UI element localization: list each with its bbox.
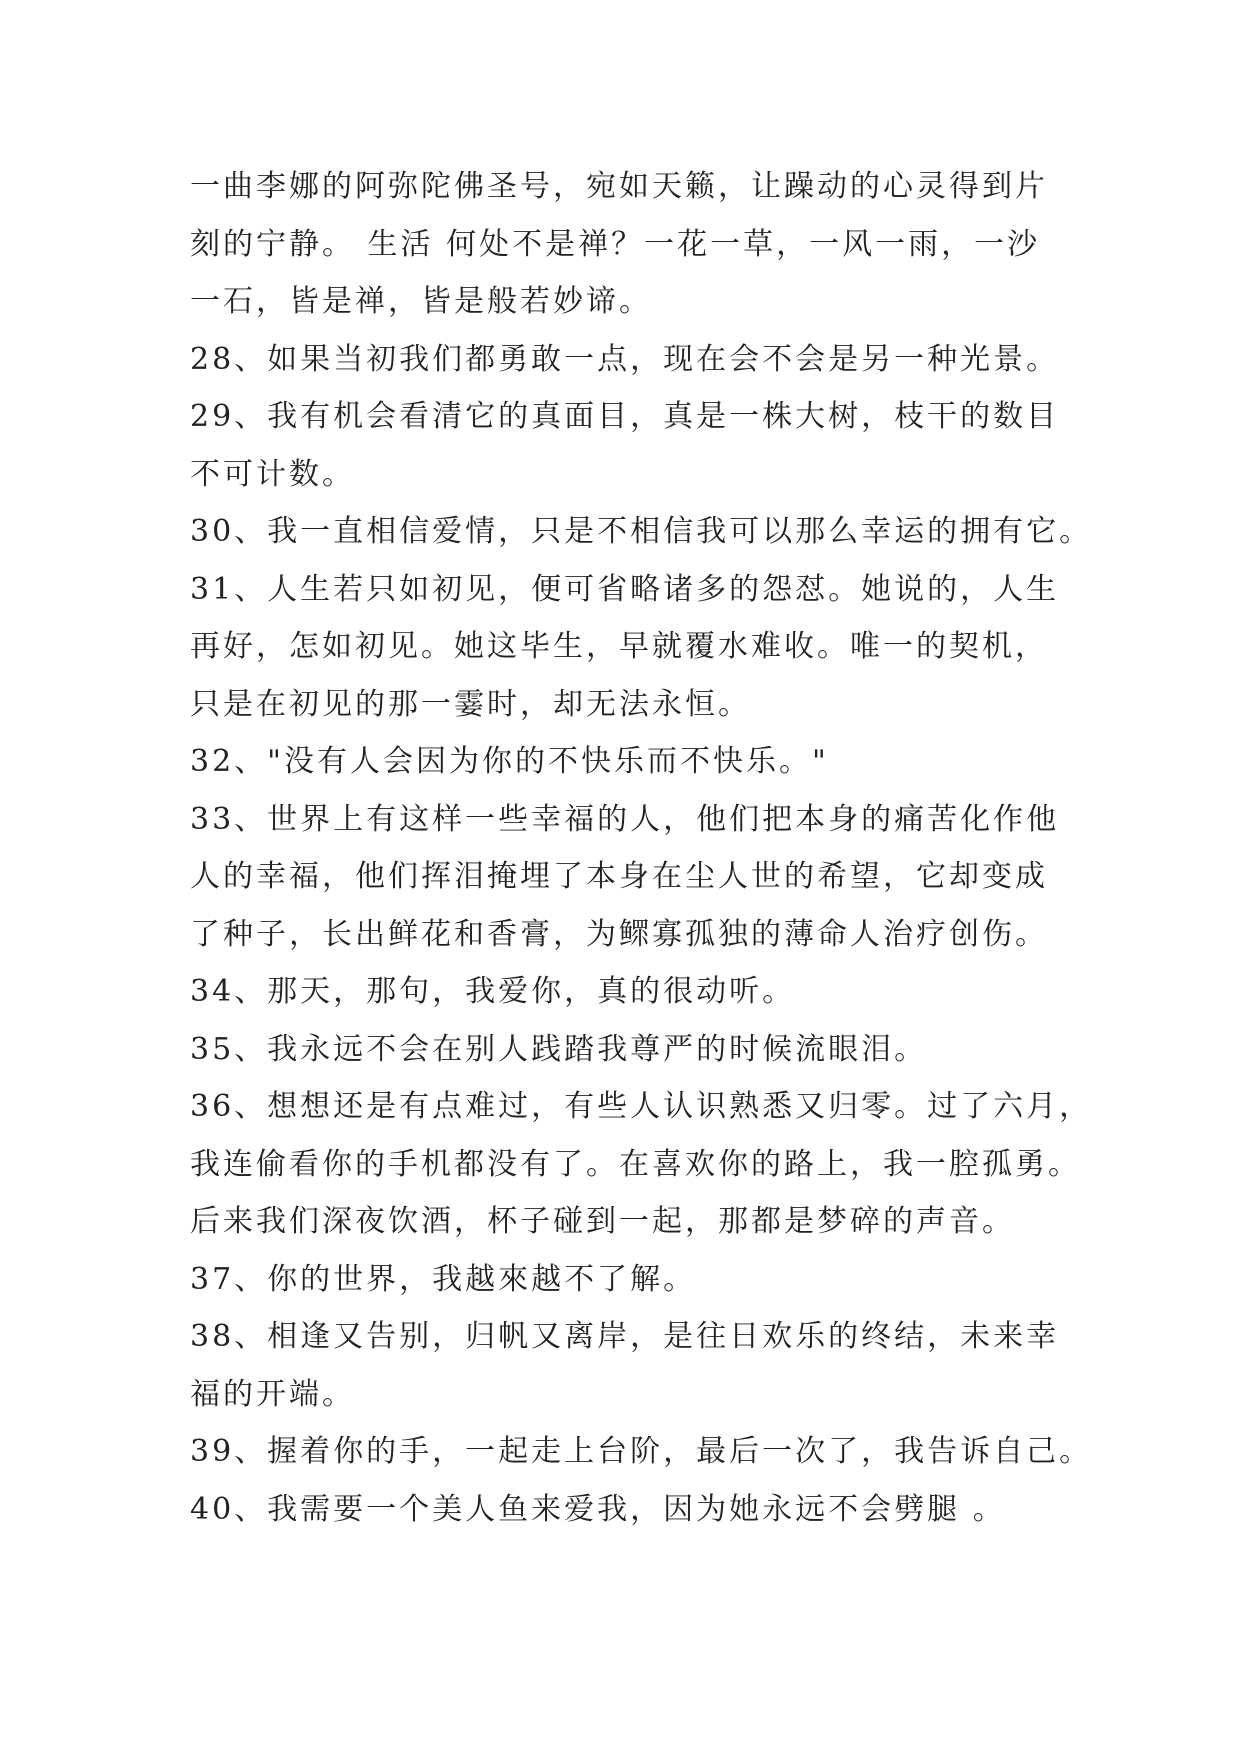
text-line: 40、我需要一个美人鱼来爱我，因为她永远不会劈腿 。: [190, 1491, 1006, 1527]
document-body: [190, 158, 1093, 1538]
text-line: 32、"没有人会因为你的不快乐而不快乐。": [190, 744, 829, 779]
text-line: 不可计数。: [190, 456, 355, 492]
text-line: 36、想想还是有点难过，有些人认识熟悉又归零。过了六月，: [190, 1089, 1093, 1124]
text-line: 29、我有机会看清它的真面目，真是一株大树，枝干的数目: [190, 399, 1060, 434]
text-line: 了种子，长出鲜花和香膏，为鳏寡孤独的薄命人治疗创伤。: [190, 916, 1048, 952]
text-line: 30、我一直相信爱情，只是不相信我可以那么幸运的拥有它。: [190, 514, 1093, 549]
text-line: 31、人生若只如初见，便可省略诸多的怨怼。她说的，人生: [190, 571, 1060, 607]
text-line: 37、你的世界，我越來越不了解。: [190, 1261, 697, 1297]
text-line: 我连偷看你的手机都没有了。在喜欢你的路上，我一腔孤勇。: [190, 1146, 1081, 1182]
text-line: 福的开端。: [190, 1376, 355, 1412]
text-line: 一石，皆是禅，皆是般若妙谛。: [190, 284, 652, 319]
text-line: 35、我永远不会在别人践踏我尊严的时候流眼泪。: [190, 1031, 928, 1067]
text-line: 33、世界上有这样一些幸福的人，他们把本身的痛苦化作他: [190, 801, 1060, 837]
text-line: 28、如果当初我们都勇敢一点，现在会不会是另一种光景。: [190, 341, 1060, 377]
text-line: 人的幸福，他们挥泪掩埋了本身在尘人世的希望，它却变成: [190, 859, 1048, 894]
text-line: 后来我们深夜饮酒，杯子碰到一起，那都是梦碎的声音。: [190, 1204, 1015, 1239]
text-line: 一曲李娜的阿弥陀佛圣号，宛如天籁，让躁动的心灵得到片: [190, 169, 1048, 204]
text-line: 34、那天，那句，我爱你，真的很动听。: [190, 974, 796, 1009]
text-line: 只是在初见的那一霎时，却无法永恒。: [190, 686, 751, 722]
text-line: 刻的宁静。 生活 何处不是禅？一花一草，一风一雨，一沙: [190, 226, 1041, 262]
text-line: 再好，怎如初见。她这毕生，早就覆水难收。唯一的契机，: [190, 629, 1048, 664]
text-line: 38、相逢又告别，归帆又离岸，是往日欢乐的终结，未来幸: [190, 1319, 1060, 1354]
text-line: 39、握着你的手，一起走上台阶，最后一次了，我告诉自己。: [190, 1434, 1093, 1469]
